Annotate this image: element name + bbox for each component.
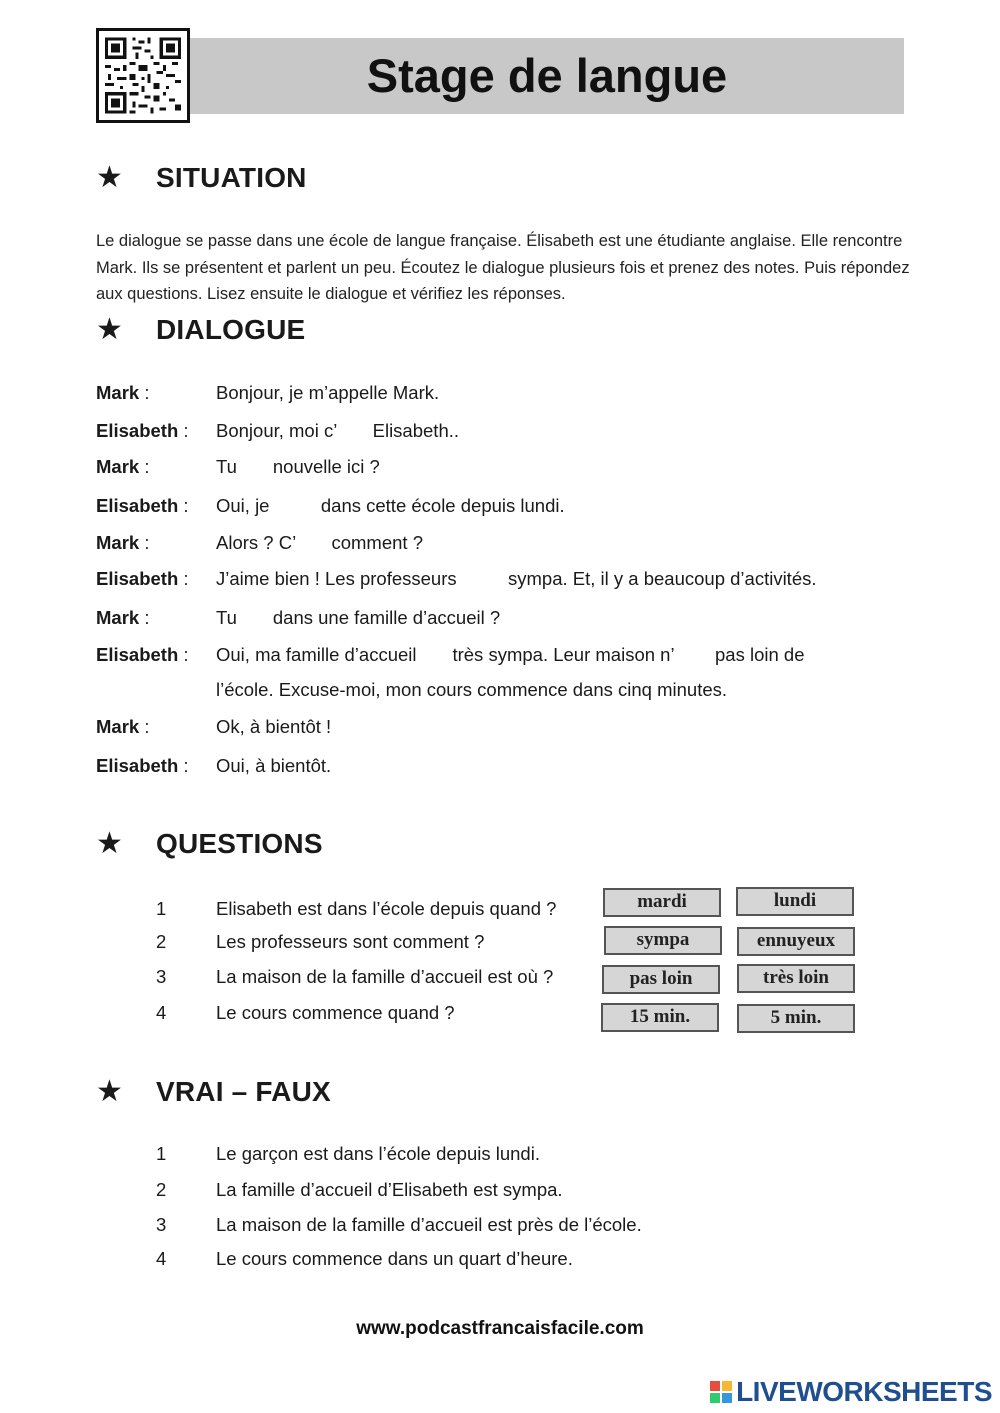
qr-code xyxy=(96,28,190,123)
star-icon: ★ xyxy=(96,312,123,347)
speaker-name: Elisabeth xyxy=(96,495,179,516)
dialogue-line: Tu dans une famille d’accueil ? xyxy=(216,607,501,628)
speaker-name: Mark xyxy=(96,456,140,477)
speaker-name: Mark xyxy=(96,716,140,737)
situation-text: Le dialogue se passe dans une école de langue française. Élisabeth est une étudiante anglaise. Elle rencontre Mark. Ils se présentent et parlent un peu. Écoutez le dialogue plusieurs fois et prenez des notes. Puis répondez aux questions. Lisez ensuite le dialogue et vérifiez les réponses. xyxy=(96,232,910,303)
question-text: Les professeurs sont comment ? xyxy=(216,931,485,952)
speaker-name: Elisabeth xyxy=(96,755,179,776)
dialogue-line: Alors ? C’ comment ? xyxy=(216,532,423,553)
question-text: La maison de la famille d’accueil est où ? xyxy=(216,966,554,987)
statement-number: 3 xyxy=(156,1214,167,1235)
question-number: 4 xyxy=(156,1002,167,1023)
dialogue-line: Bonjour, je m’appelle Mark. xyxy=(216,382,440,403)
statement-text: Le cours commence dans un quart d’heure. xyxy=(216,1248,573,1269)
answer-option-15-min[interactable]: 15 min. xyxy=(601,1003,719,1032)
statement-text: Le garçon est dans l’école depuis lundi. xyxy=(216,1143,540,1164)
answer-option-lundi[interactable]: lundi xyxy=(736,887,854,916)
speaker-separator: : xyxy=(178,755,189,776)
question-number: 3 xyxy=(156,966,167,987)
question-text: Le cours commence quand ? xyxy=(216,1002,455,1023)
answer-option-5-min[interactable]: 5 min. xyxy=(737,1004,855,1033)
speaker-name: Elisabeth xyxy=(96,420,179,441)
speaker-name: Mark xyxy=(96,532,140,553)
speaker-separator: : xyxy=(178,644,189,665)
dialogue-line: Oui, ma famille d’accueil très sympa. Leur maison n’ pas loin de xyxy=(216,644,805,665)
star-icon: ★ xyxy=(96,1074,123,1109)
speaker-separator: : xyxy=(178,568,189,589)
answer-option-ennuyeux[interactable]: ennuyeux xyxy=(737,927,855,956)
section-title: QUESTIONS xyxy=(156,828,323,859)
speaker-name: Mark xyxy=(96,382,140,403)
footer-url: www.podcastfrancaisfacile.com xyxy=(356,1318,644,1339)
liveworksheets-logo xyxy=(710,1376,992,1408)
dialogue-line: l’école. Excuse-moi, mon cours commence dans cinq minutes. xyxy=(216,679,728,700)
dialogue-line: Oui, je dans cette école depuis lundi. xyxy=(216,495,565,516)
speaker-separator: : xyxy=(139,716,150,737)
answer-option-mardi[interactable]: mardi xyxy=(603,888,721,917)
section-situation xyxy=(96,162,307,194)
section-title: DIALOGUE xyxy=(156,314,306,345)
speaker-separator: : xyxy=(139,382,150,403)
title-bar xyxy=(190,38,904,114)
dialogue-line: Ok, à bientôt ! xyxy=(216,716,332,737)
question-number: 1 xyxy=(156,898,167,919)
speaker-separator: : xyxy=(139,607,150,628)
question-text: Elisabeth est dans l’école depuis quand ? xyxy=(216,898,557,919)
speaker-name: Mark xyxy=(96,607,140,628)
speaker-name: Elisabeth xyxy=(96,568,179,589)
dialogue-line: J’aime bien ! Les professeurs sympa. Et, il y a beaucoup d’activités. xyxy=(216,568,817,589)
question-number: 2 xyxy=(156,931,167,952)
statement-number: 4 xyxy=(156,1248,167,1269)
liveworksheets-icon xyxy=(710,1381,732,1403)
speaker-name: Elisabeth xyxy=(96,644,179,665)
speaker-separator: : xyxy=(178,420,189,441)
section-title: VRAI – FAUX xyxy=(156,1076,331,1107)
brand-name: LIVEWORKSHEETS xyxy=(736,1376,992,1407)
section-dialogue xyxy=(96,314,305,346)
answer-option-pas-loin[interactable]: pas loin xyxy=(602,965,720,994)
statement-number: 1 xyxy=(156,1143,167,1164)
statement-text: La famille d’accueil d’Elisabeth est sympa. xyxy=(216,1179,563,1200)
section-questions xyxy=(96,828,323,860)
answer-option-tres-loin[interactable]: très loin xyxy=(737,964,855,993)
section-vrai-faux xyxy=(96,1076,331,1108)
dialogue-line: Bonjour, moi c’ Elisabeth.. xyxy=(216,420,460,441)
qr-code-icon xyxy=(105,37,181,114)
page-title: Stage de langue xyxy=(366,49,728,102)
star-icon: ★ xyxy=(96,826,123,861)
answer-option-sympa[interactable]: sympa xyxy=(604,926,722,955)
dialogue-line: Tu nouvelle ici ? xyxy=(216,456,380,477)
dialogue-line: Oui, à bientôt. xyxy=(216,755,332,776)
section-title: SITUATION xyxy=(156,162,307,193)
speaker-separator: : xyxy=(139,532,150,553)
speaker-separator: : xyxy=(178,495,189,516)
star-icon: ★ xyxy=(96,160,123,195)
statement-number: 2 xyxy=(156,1179,167,1200)
speaker-separator: : xyxy=(139,456,150,477)
statement-text: La maison de la famille d’accueil est près de l’école. xyxy=(216,1214,642,1235)
